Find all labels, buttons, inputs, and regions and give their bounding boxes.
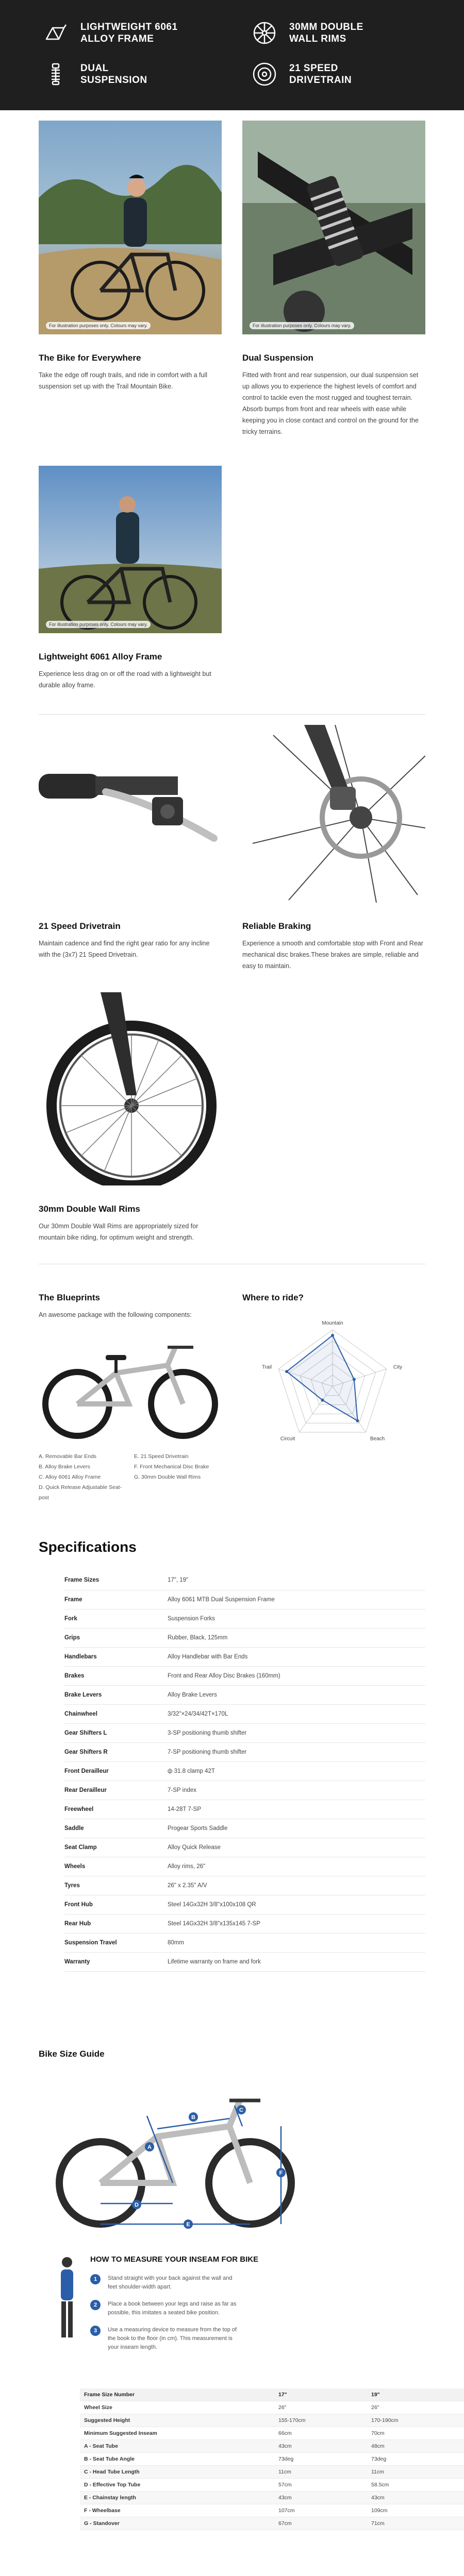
size-value: 70cm: [371, 2427, 464, 2440]
blueprint-row: [39, 1293, 425, 1503]
part-item: F. Front Mechanical Disc Brake: [134, 1464, 209, 1470]
size-row: [80, 2388, 464, 2401]
spec-row: [64, 1933, 425, 1952]
size-value: 57cm: [278, 2479, 371, 2492]
size-row: [80, 2504, 464, 2517]
spec-row: [64, 1895, 425, 1914]
size-value: 71cm: [371, 2517, 464, 2530]
spec-value: 7-SP index: [168, 1781, 425, 1800]
feature-line1: DUAL: [80, 63, 109, 74]
spec-row: [64, 1628, 425, 1647]
size-marker-label: F: [279, 2170, 283, 2176]
inseam-section: [57, 2255, 425, 2360]
size-value: 43cm: [371, 2492, 464, 2504]
part-item: D. Quick Release Adjustable Seat-post: [39, 1484, 122, 1501]
spec-value: 3/32"×24/34/42T×170L: [168, 1704, 425, 1723]
feature-line1: 30MM DOUBLE: [289, 22, 363, 32]
spec-key: Brakes: [64, 1666, 168, 1685]
size-value: 43cm: [278, 2492, 371, 2504]
spec-value: Alloy Brake Levers: [168, 1685, 425, 1704]
inseam-step: [90, 2326, 348, 2352]
spec-key: Rear Hub: [64, 1914, 168, 1933]
size-key: Minimum Suggested Inseam: [80, 2427, 278, 2440]
spec-key: Warranty: [64, 1952, 168, 1971]
specs-table: [64, 1571, 425, 1972]
size-row: [80, 2466, 464, 2479]
spec-value: Suspension Forks: [168, 1609, 425, 1628]
part-item: G. 30mm Double Wall Rims: [134, 1474, 201, 1480]
spec-value: 3-SP positioning thumb shifter: [168, 1723, 425, 1742]
spec-row: [64, 1571, 425, 1590]
spec-row: [64, 1704, 425, 1723]
radar-point: [285, 1370, 288, 1373]
feature-banner: [0, 0, 464, 110]
feature-line2: SUSPENSION: [80, 75, 147, 86]
feature-row-3: [39, 725, 425, 972]
frame-icon: [41, 19, 70, 47]
feature-line1: 21 SPEED: [289, 63, 338, 74]
radar-label: Beach: [370, 1436, 385, 1442]
feature-frame-detail: [39, 466, 222, 691]
feature-frame: [41, 12, 214, 54]
spec-row: [64, 1609, 425, 1628]
feature-text: Experience a smooth and comfortable stop with Front and Rear mechanical disc brakes.These brakes are simple, reliable and easy to maintain.: [242, 940, 423, 970]
feature-line2: DRIVETRAIN: [289, 75, 352, 86]
size-key: Wheel Size: [80, 2401, 278, 2414]
size-value: 66cm: [278, 2427, 371, 2440]
step-text: Place a book between your legs and raise as far as possible, this imitates a seated bike position.: [108, 2300, 237, 2316]
size-marker-label: B: [191, 2114, 195, 2121]
size-value: 11cm: [371, 2466, 464, 2479]
radar-label: Trail: [261, 1364, 272, 1370]
spec-key: Frame Sizes: [64, 1571, 168, 1590]
spec-value: 14-28T 7-SP: [168, 1800, 425, 1819]
where-to-ride-section: [242, 1293, 425, 1503]
spec-row: [64, 1800, 425, 1819]
blueprints-section: [39, 1293, 222, 1503]
part-item: C. Alloy 6061 Alloy Frame: [39, 1474, 101, 1480]
feature-rims-detail: [39, 992, 222, 1243]
content: [0, 110, 464, 2530]
part-item: A. Removable Bar Ends: [39, 1453, 97, 1460]
radar-series: [287, 1335, 357, 1421]
size-row: [80, 2492, 464, 2504]
spec-value: Alloy rims, 26": [168, 1857, 425, 1876]
size-row: [80, 2427, 464, 2440]
radar-point: [353, 1378, 356, 1381]
feature-title: 30mm Double Wall Rims: [39, 1204, 140, 1214]
size-key: C - Head Tube Length: [80, 2466, 278, 2479]
parts-list-left: [39, 1451, 126, 1503]
shifter-photo: [39, 725, 222, 903]
size-value: 11cm: [278, 2466, 371, 2479]
feature-text: Our 30mm Double Wall Rims are appropriately sized for mountain bike riding, for optimum weight and strength.: [39, 1223, 198, 1241]
feature-title: Lightweight 6061 Alloy Frame: [39, 652, 162, 662]
feature-drivetrain-detail: [39, 725, 222, 972]
size-table: [80, 2388, 464, 2531]
size-row: [80, 2517, 464, 2530]
spec-row: [64, 1781, 425, 1800]
spec-key: Front Derailleur: [64, 1761, 168, 1781]
spec-row: [64, 1742, 425, 1761]
feature-title: Dual Suspension: [242, 353, 313, 363]
spec-key: Gear Shifters L: [64, 1723, 168, 1742]
spec-row: [64, 1723, 425, 1742]
spec-key: Frame: [64, 1590, 168, 1609]
size-value: 48cm: [371, 2440, 464, 2453]
size-value: 17": [278, 2388, 371, 2401]
wheel-icon: [250, 19, 279, 47]
blueprints-subtitle: An awesome package with the following components:: [39, 1311, 192, 1318]
frame-photo: [39, 466, 222, 633]
specs-title: Specifications: [39, 1539, 137, 1555]
suspension-icon: [41, 60, 70, 89]
spec-value: Rubber, Black, 125mm: [168, 1628, 425, 1647]
spec-value: Lifetime warranty on frame and fork: [168, 1952, 425, 1971]
feature-text: Maintain cadence and find the right gear ratio for any incline with the (3x7) 21 Speed Drivetrain.: [39, 940, 210, 958]
gear-icon: [250, 60, 279, 89]
size-key: D - Effective Top Tube: [80, 2479, 278, 2492]
rider-photo: [39, 121, 222, 334]
spec-key: Chainwheel: [64, 1704, 168, 1723]
step-text: Stand straight with your back against the wall and feet shoulder-width apart.: [108, 2275, 233, 2290]
spec-key: Seat Clamp: [64, 1838, 168, 1857]
wheel-photo: [39, 992, 222, 1185]
feature-title: The Bike for Everywhere: [39, 353, 141, 363]
size-value: 155-170cm: [278, 2414, 371, 2427]
size-marker-label: E: [186, 2221, 190, 2228]
feature-row-4: [39, 992, 425, 1243]
spec-value: Steel 14Gx32H 3/8"x100x108 QR: [168, 1895, 425, 1914]
part-item: B. Alloy Brake Levers: [39, 1464, 90, 1470]
feature-title: 21 Speed Drivetrain: [39, 921, 121, 931]
disclaimer-caption: For illustration purposes only. Colours may vary.: [46, 621, 151, 628]
spec-key: Wheels: [64, 1857, 168, 1876]
step-number: 2: [90, 2300, 101, 2310]
size-key: Frame Size Number: [80, 2388, 278, 2401]
part-item: E. 21 Speed Drivetrain: [134, 1453, 189, 1460]
feature-row-2: [39, 466, 425, 691]
size-marker-label: A: [147, 2144, 152, 2150]
size-value: 109cm: [371, 2504, 464, 2517]
spec-key: Freewheel: [64, 1800, 168, 1819]
feature-line2: WALL RIMS: [289, 33, 346, 44]
spec-key: Front Hub: [64, 1895, 168, 1914]
size-value: 26": [278, 2401, 371, 2414]
size-value: 26": [371, 2401, 464, 2414]
blueprint-parts: [39, 1451, 222, 1503]
inseam-steps: [90, 2274, 348, 2352]
suspension-photo: [242, 121, 425, 334]
spec-value: Alloy Handlebar with Bar Ends: [168, 1647, 425, 1666]
spec-row: [64, 1857, 425, 1876]
radar-chart: [242, 1309, 425, 1464]
feature-everywhere: [39, 121, 222, 437]
feature-braking-detail: [242, 725, 425, 972]
spec-row: [64, 1666, 425, 1685]
size-key: Suggested Height: [80, 2414, 278, 2427]
size-row: [80, 2414, 464, 2427]
spec-row: [64, 1914, 425, 1933]
spec-key: Brake Levers: [64, 1685, 168, 1704]
feature-text: Experience less drag on or off the road with a lightweight but durable alloy frame.: [39, 670, 211, 689]
spec-row: [64, 1761, 425, 1781]
spec-value: 26" x 2.35" A/V: [168, 1876, 425, 1895]
size-key: G - Standover: [80, 2517, 278, 2530]
spec-row: [64, 1952, 425, 1971]
spec-row: [64, 1876, 425, 1895]
disc-brake-photo: [242, 725, 425, 903]
size-marker-label: C: [239, 2107, 243, 2113]
spec-value: Steel 14Gx32H 3/8"x135x145 7-SP: [168, 1914, 425, 1933]
feature-rims: [250, 12, 423, 54]
feature-row-1: [39, 121, 425, 437]
feature-text: Take the edge off rough trails, and ride in comfort with a full suspension set up with the Trail Mountain Bike.: [39, 371, 208, 390]
spec-row: [64, 1838, 425, 1857]
size-marker-label: D: [135, 2201, 139, 2208]
spec-row: [64, 1685, 425, 1704]
spec-key: Gear Shifters R: [64, 1742, 168, 1761]
spec-value: Alloy Quick Release: [168, 1838, 425, 1857]
spec-key: Grips: [64, 1628, 168, 1647]
feature-text: Fitted with front and rear suspension, our dual suspension set up allows you to experience the highest levels of comfort and control to tackle even the most rugged and toughest terrain. Absorb bumps from front and rear wheels with ease while keeping you in close contact and control on the ground for the tricky terrains.: [242, 371, 419, 435]
spec-value: Front and Rear Alloy Disc Brakes (160mm): [168, 1666, 425, 1685]
spec-key: Suspension Travel: [64, 1933, 168, 1952]
radar-label: Mountain: [322, 1320, 343, 1326]
blueprints-title: The Blueprints: [39, 1293, 101, 1302]
spec-value: 80mm: [168, 1933, 425, 1952]
spec-key: Handlebars: [64, 1647, 168, 1666]
feature-line2: ALLOY FRAME: [80, 33, 154, 44]
spec-key: Saddle: [64, 1819, 168, 1838]
size-guide-diagram: [44, 2070, 425, 2240]
feature-drivetrain: [250, 54, 423, 95]
spec-key: Tyres: [64, 1876, 168, 1895]
spec-key: Fork: [64, 1609, 168, 1628]
disclaimer-caption: For illustration purposes only. Colours may vary.: [46, 322, 151, 329]
size-row: [80, 2479, 464, 2492]
parts-list-right: [134, 1451, 222, 1503]
spec-row: [64, 1647, 425, 1666]
size-key: A - Seat Tube: [80, 2440, 278, 2453]
spec-value: 17", 19": [168, 1571, 425, 1590]
spec-value: ф 31.8 clamp 42T: [168, 1761, 425, 1781]
step-text: Use a measuring device to measure from the top of the book to the floor (in cm). This measurement is your inseam length.: [108, 2326, 237, 2350]
spec-value: 7-SP positioning thumb shifter: [168, 1742, 425, 1761]
inseam-step: [90, 2274, 348, 2292]
size-guide-title: Bike Size Guide: [39, 2048, 105, 2059]
feature-line1: LIGHTWEIGHT 6061: [80, 22, 178, 32]
size-value: 43cm: [278, 2440, 371, 2453]
spec-value: Alloy 6061 MTB Dual Suspension Frame: [168, 1590, 425, 1609]
size-value: 73deg: [371, 2453, 464, 2466]
spec-row: [64, 1590, 425, 1609]
spec-row: [64, 1819, 425, 1838]
inseam-title: HOW TO MEASURE YOUR INSEAM FOR BIKE: [90, 2255, 259, 2264]
size-row: [80, 2440, 464, 2453]
spec-key: Rear Derailleur: [64, 1781, 168, 1800]
disclaimer-caption: For illustration purposes only. Colours may vary.: [250, 322, 354, 329]
step-number: 1: [90, 2274, 101, 2284]
where-title: Where to ride?: [242, 1293, 304, 1302]
feature-suspension: [41, 54, 214, 95]
size-row: [80, 2453, 464, 2466]
inseam-step: [90, 2300, 348, 2317]
step-number: 3: [90, 2326, 101, 2336]
size-key: F - Wheelbase: [80, 2504, 278, 2517]
radar-label: City: [393, 1364, 403, 1370]
size-value: 19": [371, 2388, 464, 2401]
radar-point: [321, 1399, 324, 1402]
blueprint-bike-image: [39, 1327, 222, 1445]
size-row: [80, 2401, 464, 2414]
feature-title: Reliable Braking: [242, 921, 311, 931]
radar-point: [331, 1334, 334, 1337]
size-key: B - Seat Tube Angle: [80, 2453, 278, 2466]
feature-suspension-detail: [242, 121, 425, 437]
person-icon: [57, 2255, 77, 2343]
size-value: 67cm: [278, 2517, 371, 2530]
size-value: 73deg: [278, 2453, 371, 2466]
spec-value: Progear Sports Saddle: [168, 1819, 425, 1838]
size-value: 58.5cm: [371, 2479, 464, 2492]
size-value: 170-190cm: [371, 2414, 464, 2427]
radar-point: [356, 1419, 359, 1422]
size-key: E - Chainstay length: [80, 2492, 278, 2504]
size-value: 107cm: [278, 2504, 371, 2517]
radar-label: Circuit: [280, 1436, 295, 1442]
